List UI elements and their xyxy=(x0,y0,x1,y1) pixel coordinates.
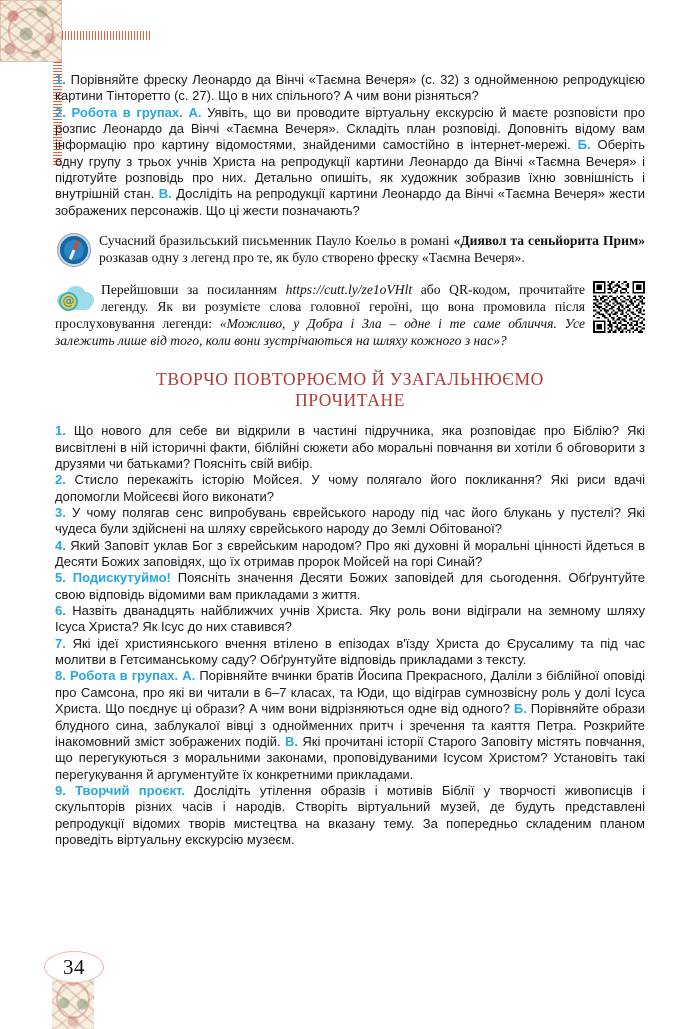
ornament-corner-top-left xyxy=(0,0,62,62)
exercise-2 xyxy=(55,105,645,219)
question-8-text-b: Порівняйте образи блудного сина, заблукалої вівці з однойменних притч і зречення та каяття Петра. Розкрийте інакомовний зміст зображених подій. xyxy=(55,701,645,749)
info-note-block xyxy=(55,232,645,266)
question-8-text-a: Порівняйте вчинки братів Йосипа Прекрасного, Даліли з біблійної оповіді про Самсона, про які ви читали в 6–7 класах, та Юди, що відіграв сумнозвісну роль у долі Ісуса Христа. Що поєднує ці образи? А чим вони відрізняються одне від одного? xyxy=(55,668,645,717)
question-number: 5. xyxy=(55,570,66,586)
question-item xyxy=(55,472,645,505)
question-item xyxy=(55,603,645,636)
question-text: Який Заповіт уклав Бог з єврейським народом? Про які духовні й моральні цінності йдеться в Десяти Божих заповідях, що їх отримав пророк Мойсей на горі Синай? xyxy=(55,537,645,570)
question-item xyxy=(55,538,645,571)
link-note-mid: або QR-кодом, прочитайте легенду. Як ви розумієте слова головної героїні, що вона промовила після прослуховування легенди: xyxy=(55,281,585,331)
link-note-intro: Перейшовши за посиланням xyxy=(101,281,286,297)
decorative-rule-horizontal xyxy=(62,31,150,40)
question-item xyxy=(55,636,645,669)
exercise-2-part-b: Б. xyxy=(577,137,591,153)
question-item xyxy=(55,783,645,848)
question-text: Що нового для себе ви відкрили в частині підручника, яка розповідає про Біблію? Які висвітлені в ній історичні факти, біблійні сюжети або моральні повчання ви хотіли б обговорити з друзями чи батьками? Поясніть свій вибір. xyxy=(55,423,645,471)
exercise-2-part-a: А. xyxy=(188,104,202,120)
question-number: 6. xyxy=(55,603,66,619)
link-note-block xyxy=(55,281,645,350)
question-8-part-a: А. xyxy=(182,668,196,684)
question-8-text-v: Які прочитані історії Старого Заповіту містять повчання, що перегукуються з моральними законами, проповідуваними Ісусом Христом? Установіть такі перегукування й аргументуйте їх конкретними прикладами. xyxy=(55,733,645,782)
question-text: У чому полягав сенс випробувань єврейського народу під час його блукань у пустелі? Які чудеса були здійснені на шляху єврейського народу до Землі Обітованої? xyxy=(55,505,645,537)
question-item-8 xyxy=(55,668,645,782)
question-text: Назвіть дванадцять найближчих учнів Христа. Яку роль вони відіграли на земному шляху Ісуса Христа? Як Ісус до них ставився? xyxy=(55,603,645,635)
question-text: Дослідіть утілення образів і мотивів Біблії у творчості живописців і скульпторів різних часів і народів. Створіть віртуальний музей, де будуть представлені репродукції відомих творів мистецтва на вказану тему. За попередньо складеним планом проведіть віртуальну екскурсію музеєм. xyxy=(55,782,645,847)
exercise-2-part-v: В. xyxy=(158,186,172,202)
qr-code-svg xyxy=(593,281,645,333)
exercise-2-number: 2. xyxy=(55,104,66,120)
cloud-at-icon xyxy=(55,283,95,313)
question-number: 1. xyxy=(55,423,66,439)
question-label: Подискутуймо! xyxy=(72,570,171,586)
question-8-label: Робота в групах. xyxy=(69,668,179,684)
question-item xyxy=(55,505,645,538)
link-note-url[interactable]: https://cutt.ly/ze1oVHlt xyxy=(285,281,413,297)
question-number: 7. xyxy=(55,635,66,651)
link-note-quote: «Можливо, у Добра і Зла – одне і те саме обличчя. Усе залежить лише від того, коли вони зустрічаються на шляху кожного з нас»? xyxy=(55,315,585,349)
question-item xyxy=(55,570,645,603)
question-8-part-v: В. xyxy=(285,733,298,749)
exercise-2-label: Робота в групах. xyxy=(71,104,183,120)
page-content xyxy=(55,72,645,848)
page-title xyxy=(55,369,645,411)
info-note-outro: розказав одну з легенд про те, як було створено фреску «Таємна Вечеря». xyxy=(99,250,525,266)
info-note-intro: Сучасний бразильський письменник Пауло Коельо в романі xyxy=(99,233,454,249)
question-number: 4. xyxy=(55,537,66,553)
qr-code-icon[interactable] xyxy=(593,281,645,333)
question-number: 9. xyxy=(55,782,66,798)
info-note-text xyxy=(55,232,645,266)
section-heading-line-2: ПРОЧИТАНЕ xyxy=(295,390,405,411)
section-heading-line-1: ТВОРЧО ПОВТОРЮЄМО Й УЗАГАЛЬНЮЄМО xyxy=(156,369,544,390)
exercise-2-text-b: Оберіть одну групу з трьох учнів Христа на репродукції картини Леонардо да Вінчі «Таємна Вечеря» і підготуйте розповідь про них. Детально опишіть, як художник зобразив їхню зовнішність і внутрішній стан. xyxy=(55,137,645,202)
page-number: 34 xyxy=(44,951,104,983)
question-8-number: 8. xyxy=(55,668,66,684)
exercise-1 xyxy=(55,72,645,105)
question-label: Творчий проєкт. xyxy=(75,782,185,798)
exercise-2-text-v: Дослідіть на репродукції картини Леонардо да Вінчі «Таємна Вечеря» жести зображених персонажів. Що ці жести позначають? xyxy=(55,186,646,218)
exercise-1-number: 1. xyxy=(55,72,66,87)
question-item xyxy=(55,423,645,472)
link-note-text xyxy=(55,281,645,350)
question-text: Стисло перекажіть історію Мойсея. У чому полягало його покликання? Які риси вдачі допомогли Мойсеєві його виконати? xyxy=(55,472,645,504)
question-8-part-b: Б. xyxy=(513,701,527,717)
exercise-2-text-a: Уявіть, що ви проводите віртуальну екскурсію й маєте розповісти про розпис Леонардо да Вінчі «Таємна Вечеря». Складіть план розповіді. Доповніть відому вам інформацію про картину відомостями, знайденими самостійно в інтернет-мережі. xyxy=(55,104,646,153)
compass-icon xyxy=(57,233,91,267)
question-text: Поясніть значення Десяти Божих заповідей для сьогодення. Обґрунтуйте свою відповідь відомими вам прикладами з життя. xyxy=(55,570,645,602)
exercise-1-text: Порівняйте фреску Леонардо да Вінчі «Таємна Вечеря» (с. 32) з однойменною репродукцією картини Тінторетто (с. 27). Що в них спільного? А чим вони різняться? xyxy=(55,72,645,104)
info-note-book-title: «Диявол та сеньйорита Прим» xyxy=(453,233,646,249)
question-number: 3. xyxy=(55,505,66,521)
question-number: 2. xyxy=(55,472,66,488)
at-symbol-icon: @ xyxy=(59,292,78,311)
question-text: Які ідеї християнського вчення втілено в епізодах в'їзду Христа до Єрусалиму та під час молитви в Гетсиманському саду? Обґрунтуйте відповідь прикладами з тексту. xyxy=(55,635,645,668)
